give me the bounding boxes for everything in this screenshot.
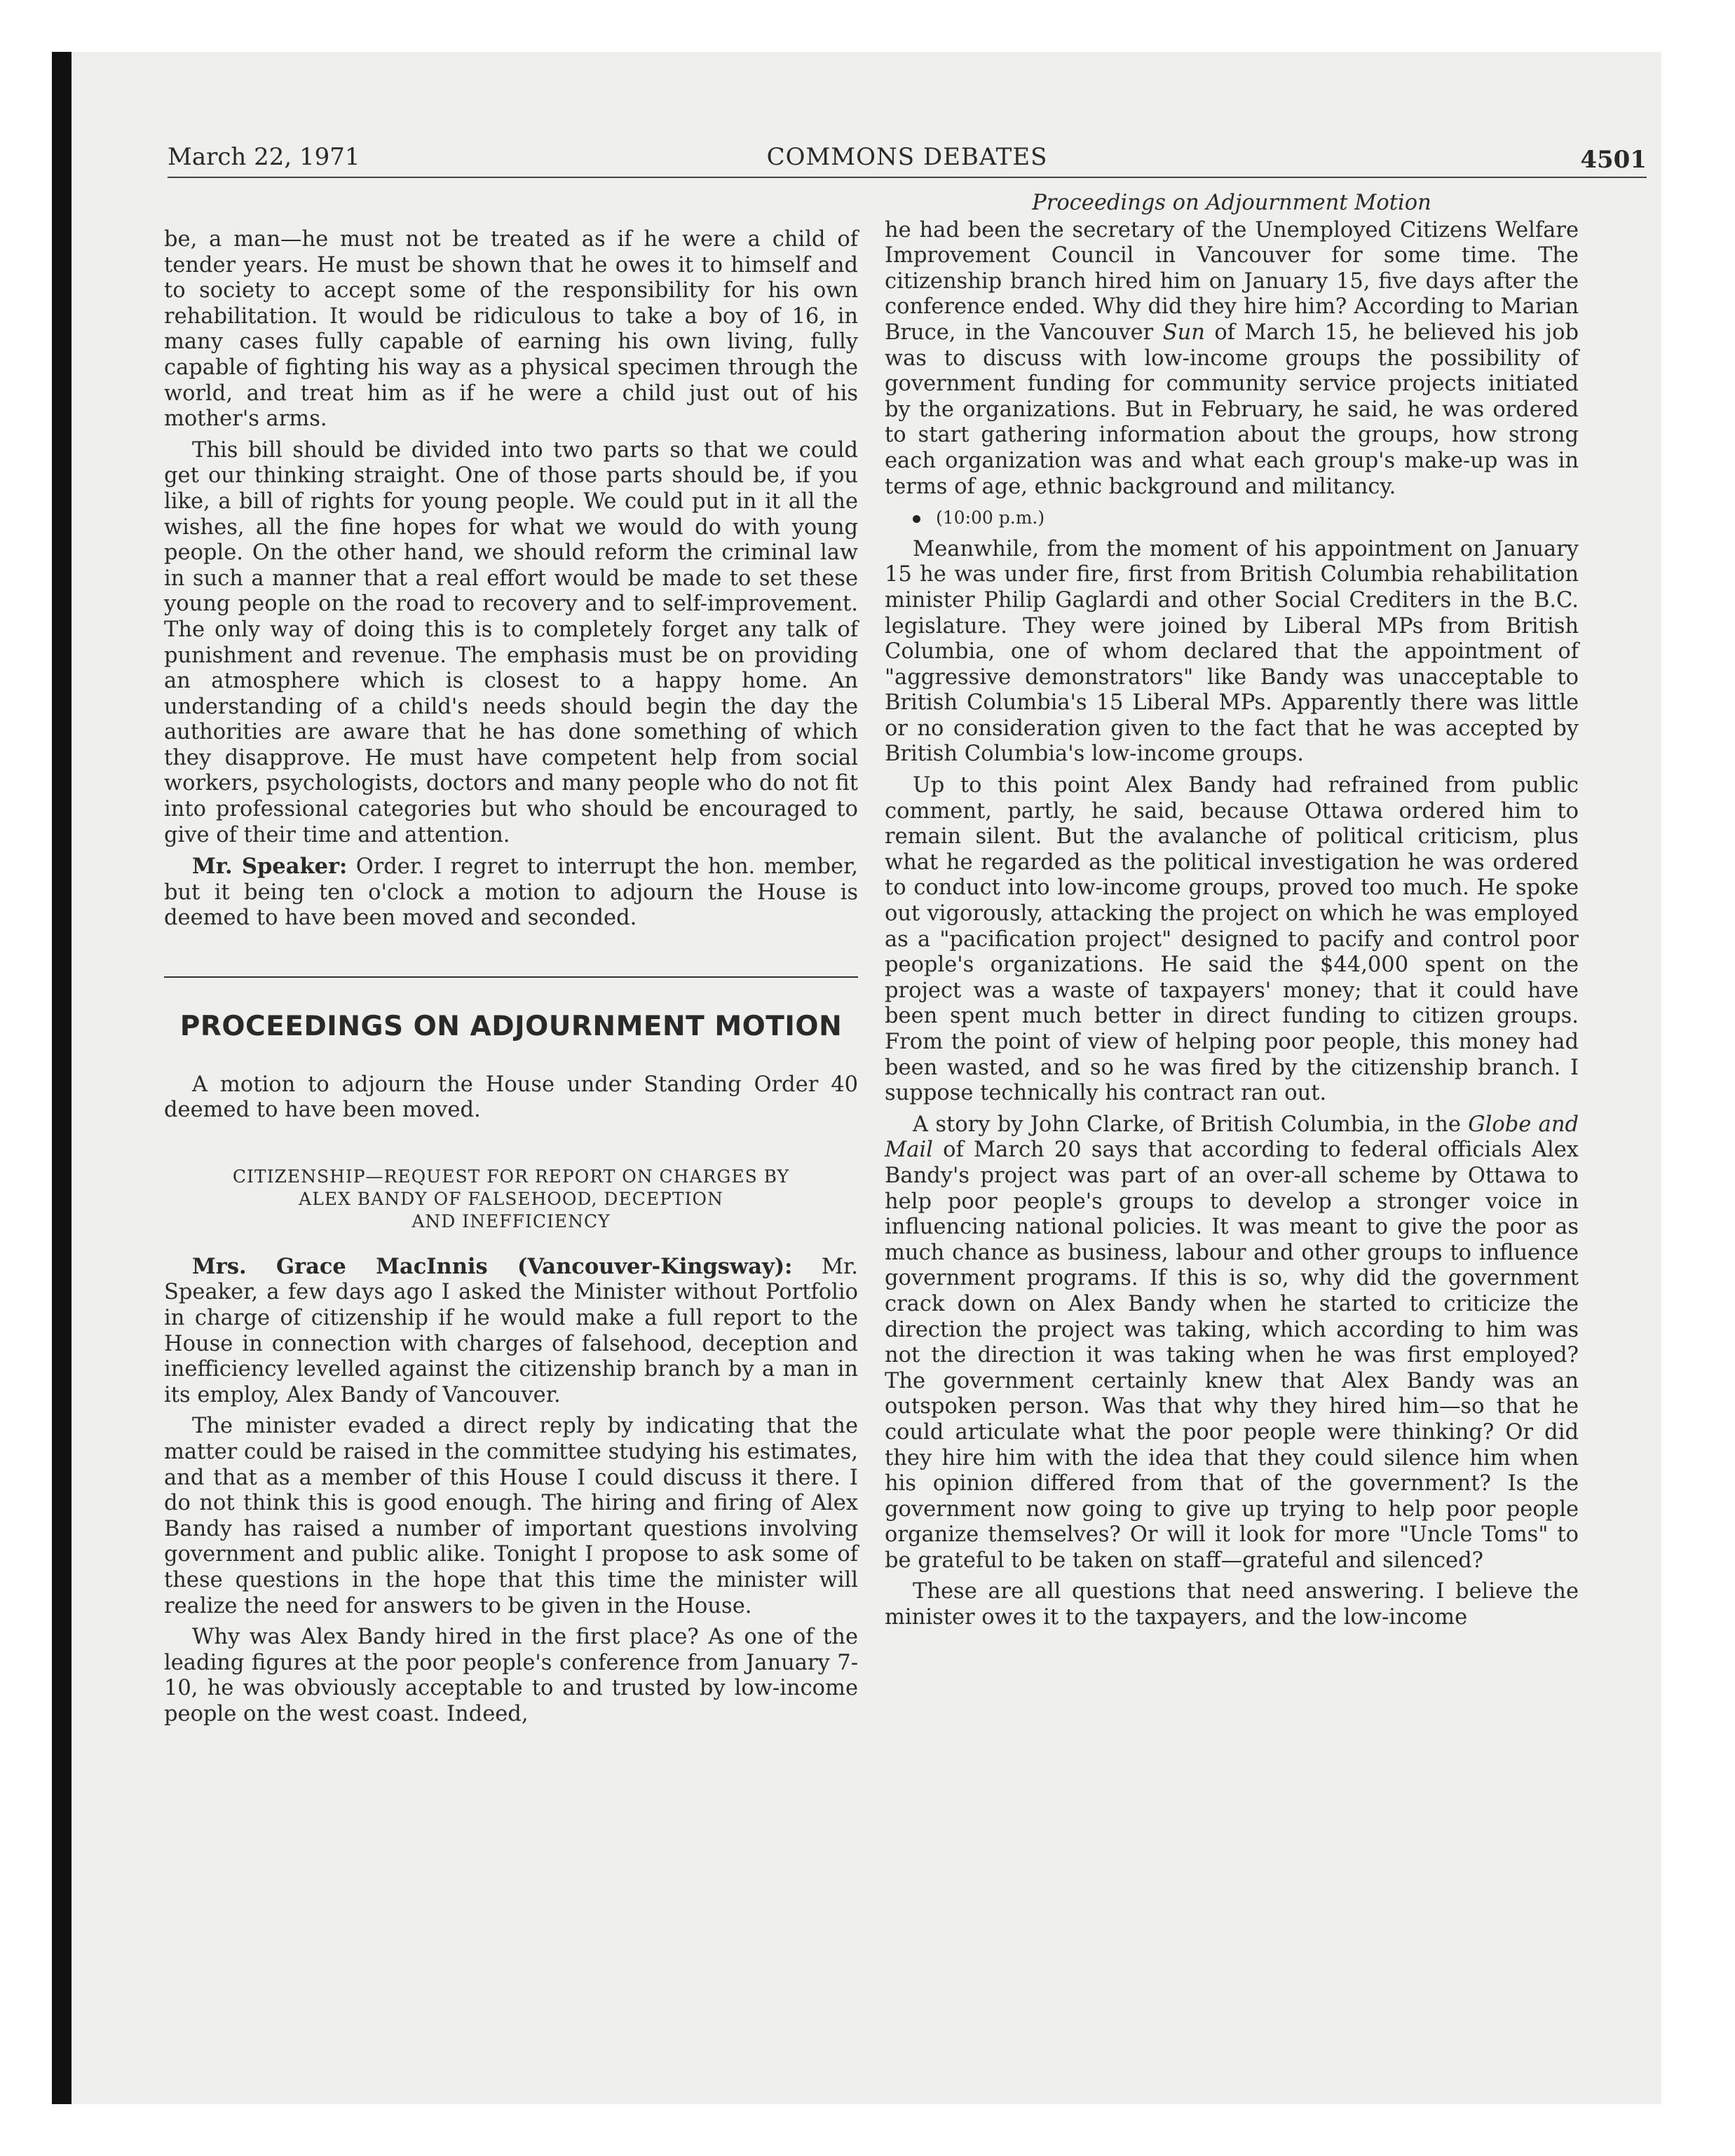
sub-heading: [164, 1166, 858, 1233]
paragraph: This bill should be divided into two parts so that we could get our thinking straight. One of those parts should be, if you like, a bill of rights for young people. We could put in it all the wishes, all the fine hopes for what we would do with young people. On the other hand, we should reform the criminal law in such a manner that a real effort would be made to set these young people on the road to recovery and to self-improvement. The only way of doing this is to completely forget any talk of punishment and revenue. The emphasis must be on providing an atmosphere which is closest to a happy home. An understanding of a child's needs should begin the day the authorities are aware that he has done something of which they disapprove. He must have competent help from social workers, psychologists, doctors and many people who do not fit into professional categories but who should be encouraged to give of their time and attention.: [164, 437, 858, 847]
text-run: of March 15, he believed his job was to discuss with low-income groups the possibility of government funding for community service projects initiated by the organizations. But in February, he said, he was ordered to start gathering information about the groups, how strong each organization was and what each group's make-up was in terms of age, ethnic background and militancy.: [885, 320, 1579, 499]
paragraph: Why was Alex Bandy hired in the first place? As one of the leading figures at the poor people's conference from January 7-10, he was obviously acceptable to and trusted by low-income people on the west coast. Indeed,: [164, 1625, 858, 1726]
sub-heading-line: CITIZENSHIP—REQUEST FOR REPORT ON CHARGES BY: [232, 1166, 790, 1187]
sub-heading-line: AND INEFFICIENCY: [411, 1210, 611, 1231]
text-run: A story by John Clarke, of British Columbia, in the: [913, 1112, 1469, 1137]
page-number: 4501: [1580, 146, 1647, 174]
paragraph: Meanwhile, from the moment of his appointment on January 15 he was under fire, first from British Columbia rehabilitation minister Philip Gaglardi and other Social Crediters in the B.C. legislature. They were joined by Liberal MPs from British Columbia, one of whom declared that the appointment of "aggressive demonstrators" like Bandy was unacceptable to British Columbia's 15 Liberal MPs. Apparently there was little or no consideration given to the fact that he was accepted by British Columbia's low-income groups.: [885, 536, 1579, 767]
text-run: he had been the secretary of the Unemployed Citizens Welfare Improvement Council in Vancouver for some time. The citizenship branch hired him on January 15, five days after the conference ended. Why did they hire him? According to Marian Bruce, in the Vancouver: [885, 217, 1579, 345]
section-heading: PROCEEDINGS ON ADJOURNMENT MOTION: [179, 1011, 843, 1043]
running-head: Proceedings on Adjournment Motion: [1032, 191, 1431, 215]
page-header: [168, 135, 1647, 178]
time-marker: [885, 505, 1579, 531]
right-column: [885, 191, 1579, 1631]
speech-text: Order. I regret to interrupt the hon. member, but it being ten o'clock a motion to adjourn the House is deemed to have been moved and seconded.: [164, 854, 858, 931]
header-title: COMMONS DEBATES: [766, 143, 1048, 171]
time-text: (10:00 p.m.): [936, 507, 1045, 528]
header-date: March 22, 1971: [168, 143, 360, 171]
sub-heading-line: ALEX BANDY OF FALSEHOOD, DECEPTION: [299, 1188, 723, 1209]
scanned-page: [52, 52, 1661, 2104]
speech-text: Mr. Speaker, a few days ago I asked the Minister without Portfolio in charge of citizenship if he would make a full report to the House in connection with charges of falsehood, deception and inefficiency levelled against the citizenship branch by a man in its employ, Alex Bandy of Vancouver.: [164, 1254, 858, 1407]
left-column: [164, 227, 858, 1728]
text-run: of March 20 says that according to federal officials Alex Bandy's project was part of an over-all scheme by Ottawa to help poor people's groups to develop a stronger voice in influencing national policies. It was meant to give the poor as much chance as business, labour and other groups to influence government programs. If this is so, why did the government crack down on Alex Bandy when he started to criticize the direction the project was taking, which according to him was not the direction it was taking when he was first employed? The government certainly knew that Alex Bandy was an outspoken person. Was that why they hired him—so that he could articulate what the poor people were thinking? Or did they hire him with the idea that they could silence him when his opinion differed from that of the government? Is the government now going to give up trying to help poor people organize themselves? Or will it look for more "Uncle Toms" to be grateful to be taken on staff—grateful and silenced?: [885, 1138, 1579, 1573]
paragraph: These are all questions that need answering. I believe the minister owes it to the taxpayers, and the low-income: [885, 1579, 1579, 1630]
bullet-icon: [913, 515, 920, 523]
paragraph: [885, 1112, 1579, 1574]
scan-binding-edge: [52, 52, 72, 2104]
publication-title: Globe and Mail: [885, 1112, 1579, 1163]
publication-title: Sun: [1162, 320, 1205, 345]
paragraph: be, a man—he must not be treated as if he were a child of tender years. He must be shown that he owes it to himself and to society to accept some of the responsibility for his own rehabilitation. It would be ridiculous to take a boy of 16, in many cases fully capable of earning his own living, fully capable of fighting his way as a physical specimen through the world, and treat him as if he were a child just out of his mother's arms.: [164, 227, 858, 432]
paragraph: [885, 218, 1579, 500]
paragraph: [164, 854, 858, 932]
paragraph: [164, 1254, 858, 1409]
speaker-name: Mrs. Grace MacInnis (Vancouver-Kingsway):: [192, 1253, 793, 1279]
speaker-name: Mr. Speaker:: [192, 854, 348, 880]
paragraph: Up to this point Alex Bandy had refrained from public comment, partly, he said, because Ottawa ordered him to remain silent. But the avalanche of political criticism, plus what he regarded as the political investigation he was ordered to conduct into low-income groups, proved too much. He spoke out vigorously, attacking the project on which he was employed as a "pacification project" designed to pacify and control poor people's organizations. He said the $44,000 spent on the project was a waste of taxpayers' money; that it could have been spent much better in direct funding to citizen groups. From the point of view of helping poor people, this money had been wasted, and so he was fired by the citizenship branch. I suppose technically his contract ran out.: [885, 773, 1579, 1106]
paragraph: A motion to adjourn the House under Standing Order 40 deemed to have been moved.: [164, 1072, 858, 1123]
section-divider: [164, 976, 858, 978]
paragraph: The minister evaded a direct reply by indicating that the matter could be raised in the committee studying his estimates, and that as a member of this House I could discuss it there. I do not think this is good enough. The hiring and firing of Alex Bandy has raised a number of important questions involving government and public alike. Tonight I propose to ask some of these questions in the hope that this time the minister will realize the need for answers to be given in the House.: [164, 1414, 858, 1618]
